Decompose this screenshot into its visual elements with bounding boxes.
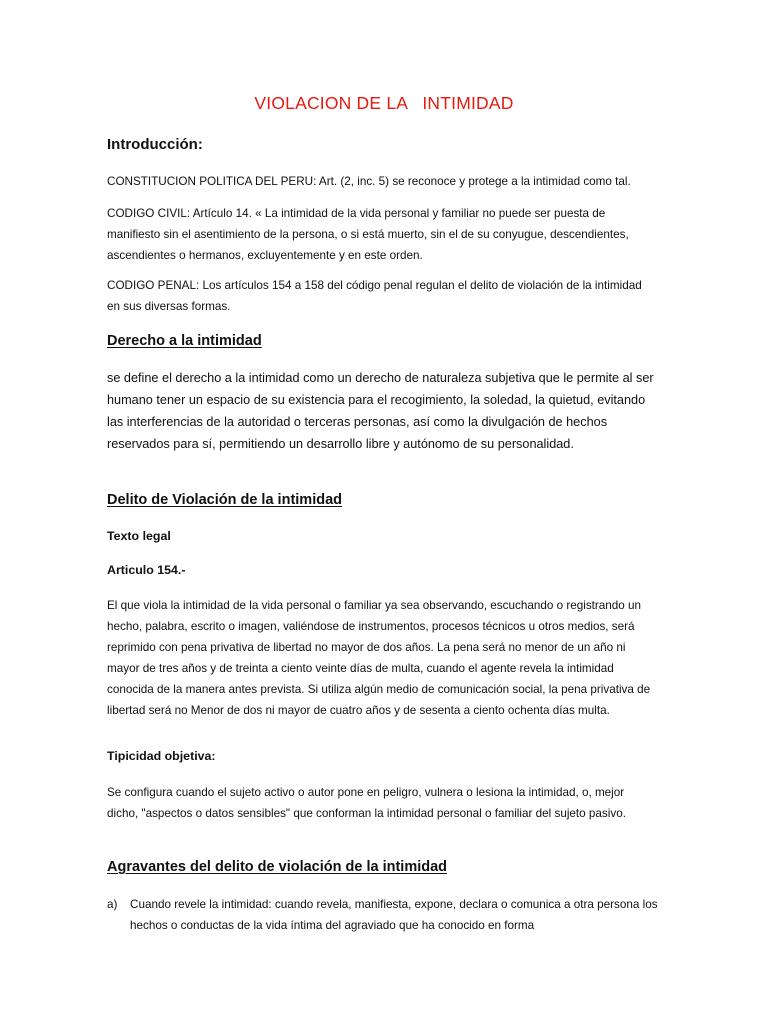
paragraph-articulo-154: El que viola la intimidad de la vida personal o familiar ya sea observando, escuchando o registrando un hecho, palabra, escrito o imagen, valiéndose de instrumentos, procesos técnicos u otros medios, será reprimido con pena privativa de libertad no mayor de dos años. La pena será no menor de un año ni mayor de tres años y de treinta a ciento veinte días de multa, cuando el agente revela la intimidad conocida de la manera antes prevista. Si utiliza algún medio de comunicación social, la pena privativa de libertad será no Menor de dos ni mayor de cuatro años y de sesenta a ciento ochenta días multa.: [107, 599, 651, 717]
heading-delito-violacion: Delito de Violación de la intimidad: [107, 492, 342, 508]
paragraph-codigo-civil: CODIGO CIVIL: Artículo 14. « La intimidad de la vida personal y familiar no puede ser puesta de manifiesto sin el asentimiento de la persona, o si está muerto, sin el de su conyugue, descendientes, ascendientes o hermanos, excluyentemente y en este orden.: [107, 207, 629, 262]
label-articulo-154: Articulo 154.-: [107, 563, 186, 577]
paragraph-tipicidad: Se configura cuando el sujeto activo o autor pone en peligro, vulnera o lesiona la intimidad, o, mejor dicho, "aspectos o datos sensibles" que conforman la intimidad personal o familiar del sujeto pasivo.: [107, 786, 626, 820]
document-title: VIOLACION DE LA INTIMIDAD: [254, 93, 514, 113]
label-texto-legal: Texto legal: [107, 529, 171, 543]
list-item-marker: a): [107, 898, 118, 911]
list-item-text: Cuando revele la intimidad: cuando revela, manifiesta, expone, declara o comunica a otra persona los hechos o conductas de la vida íntima del agraviado que ha conocido en forma: [130, 898, 658, 932]
heading-derecho-intimidad: Derecho a la intimidad: [107, 333, 262, 349]
list-item: [107, 894, 660, 936]
paragraph-codigo-penal: CODIGO PENAL: Los artículos 154 a 158 del código penal regulan el delito de violación de la intimidad en sus diversas formas.: [107, 279, 642, 313]
label-tipicidad-objetiva: Tipicidad objetiva:: [107, 749, 216, 763]
paragraph-derecho: se define el derecho a la intimidad como un derecho de naturaleza subjetiva que le permite al ser humano tener un espacio de su existencia para el recogimiento, la soledad, la quietud, evitando las interferencias de la autoridad o terceras personas, así como la divulgación de hechos reservados para sí, permitiendo un desarrollo libre y autónomo de su personalidad.: [107, 371, 654, 451]
heading-agravantes: Agravantes del delito de violación de la intimidad: [107, 859, 448, 875]
intro-heading: Introducción:: [107, 136, 203, 153]
paragraph-constitucion: CONSTITUCION POLITICA DEL PERU: Art. (2, inc. 5) se reconoce y protege a la intimidad como tal.: [107, 175, 631, 188]
